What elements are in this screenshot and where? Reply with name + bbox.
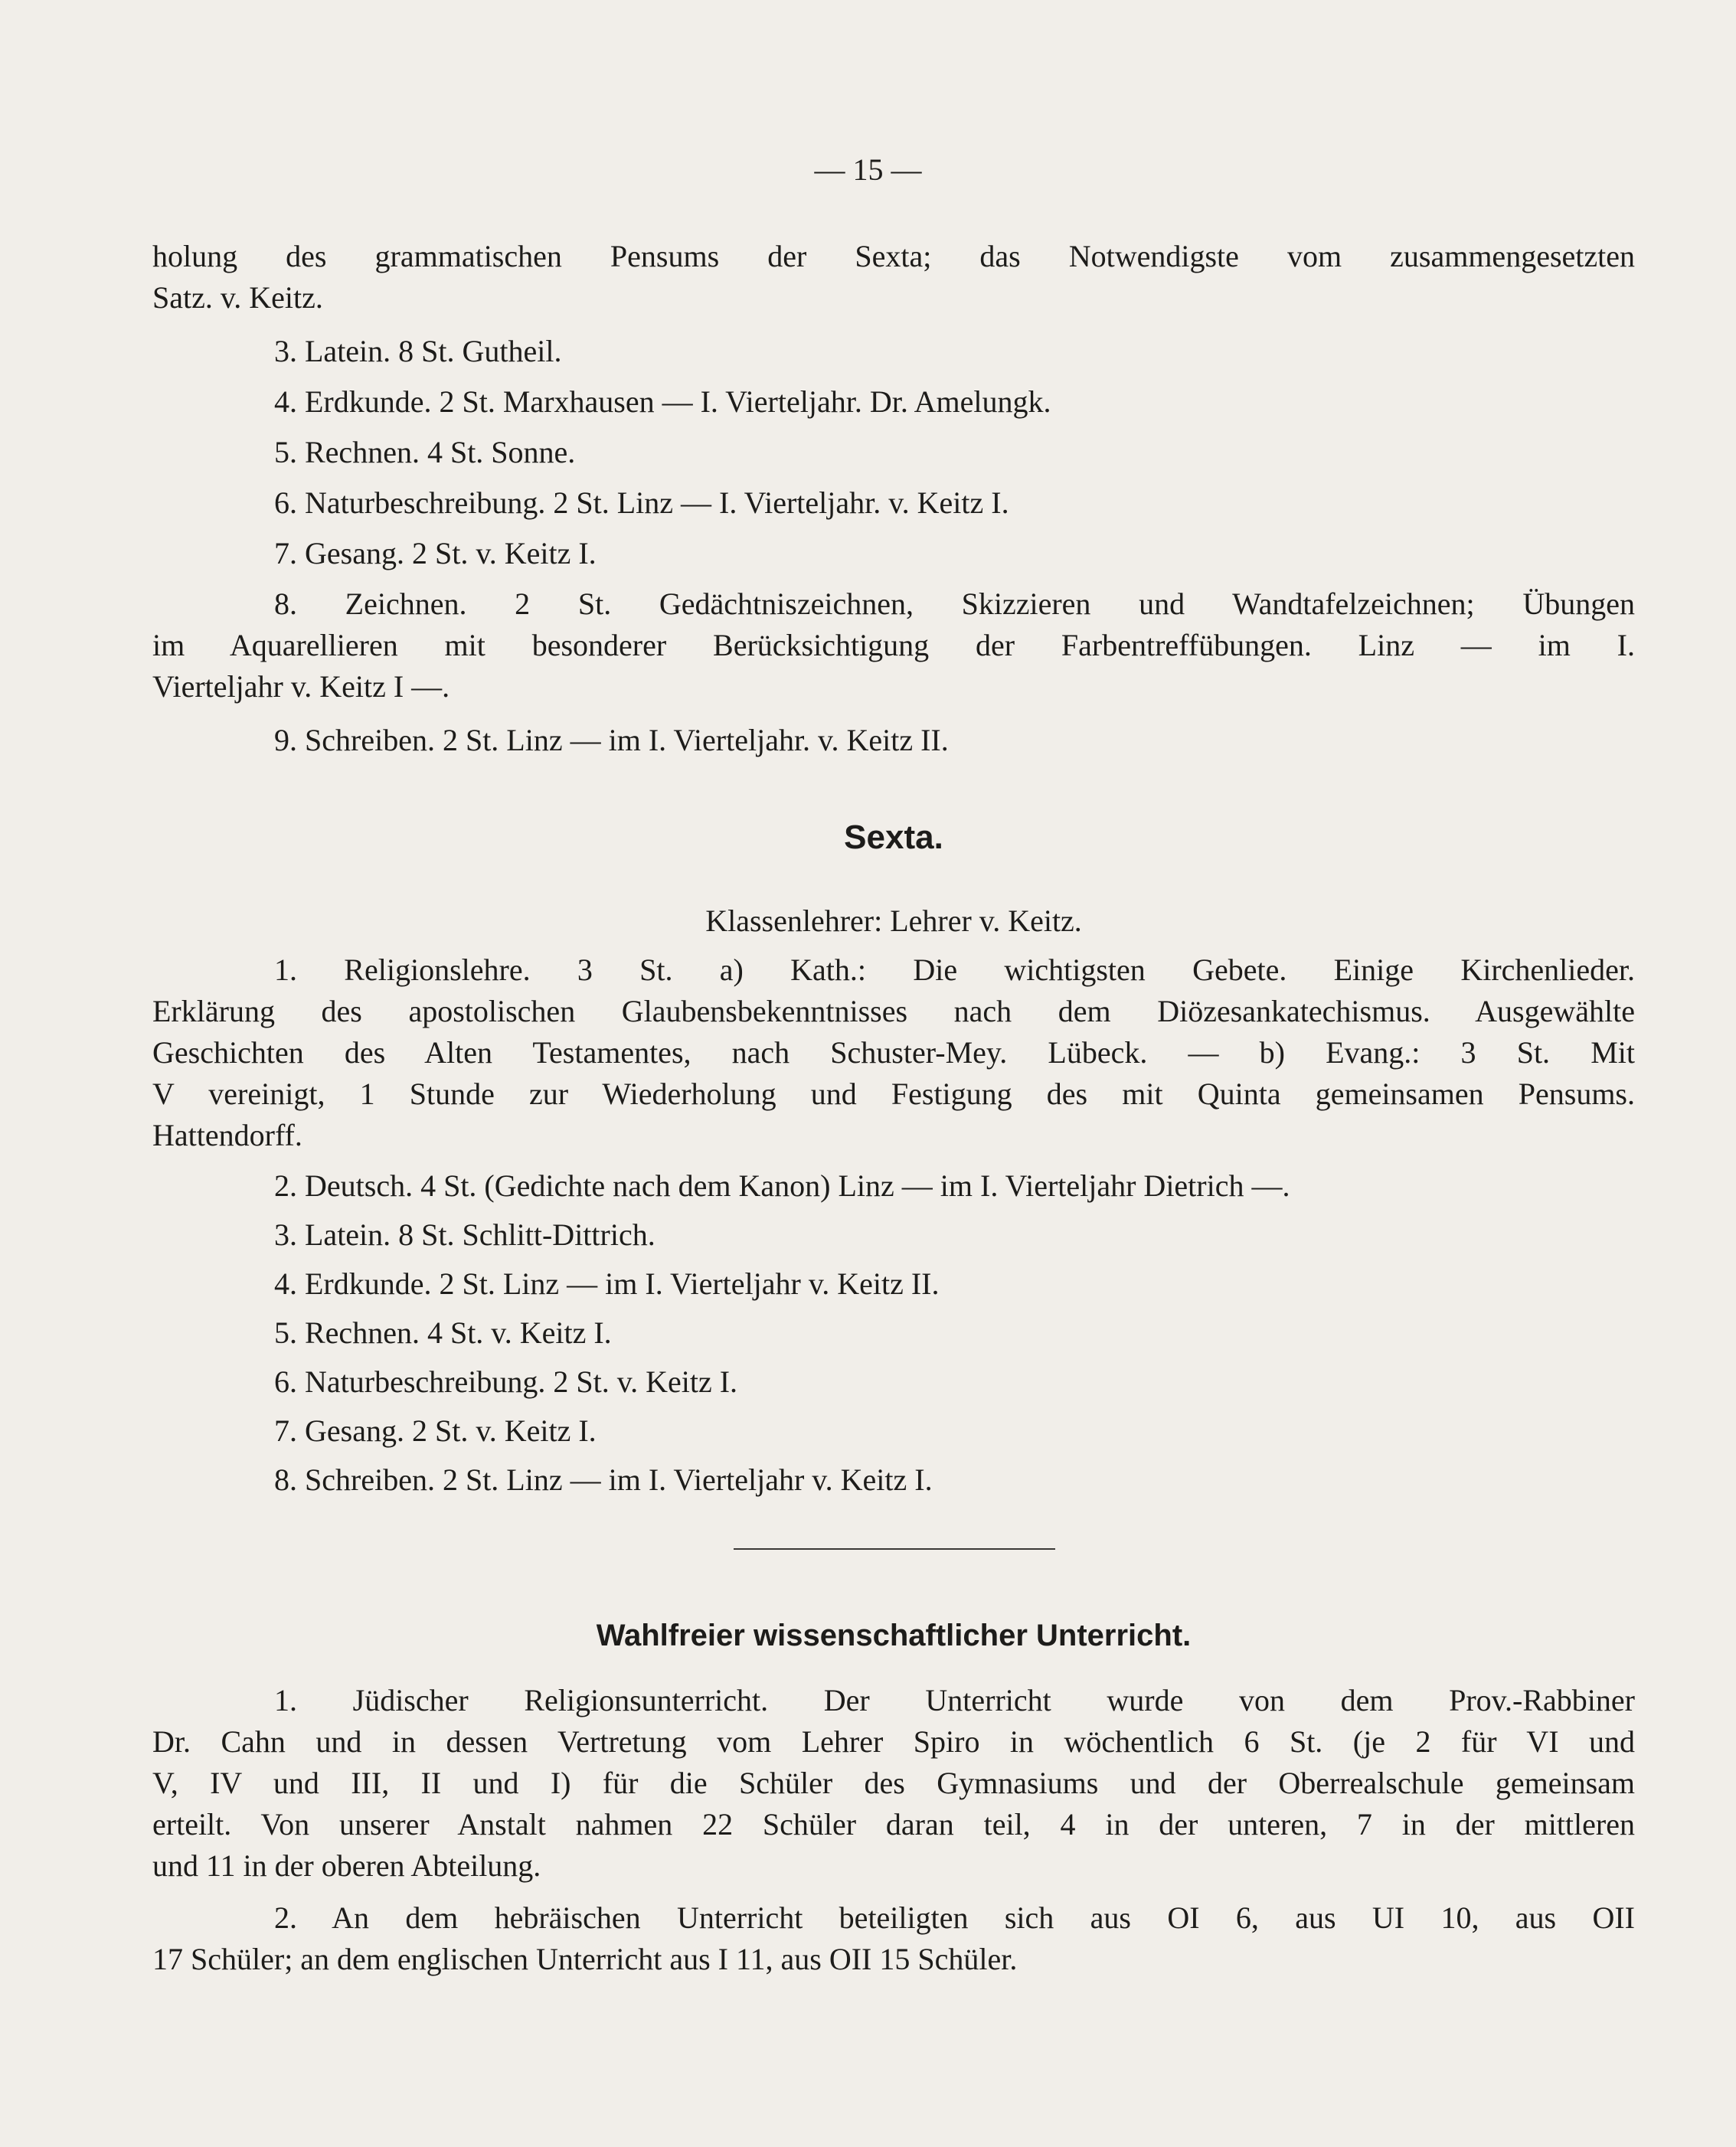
wahlfrei-section: [152, 1680, 1635, 1980]
sexta-heading: Sexta.: [844, 819, 943, 856]
quinta-item-erdkunde: 4. Erdkunde. 2 St. Marxhausen — I. Vierteljahr. Dr. Amelungk.: [274, 384, 1051, 419]
sexta-item-latein: 3. Latein. 8 St. Schlitt-Dittrich.: [274, 1217, 655, 1252]
sexta-item-rechnen: 5. Rechnen. 4 St. v. Keitz I.: [274, 1315, 612, 1350]
quinta-item-schreiben: 9. Schreiben. 2 St. Linz — im I. Vierteljahr. v. Keitz II.: [274, 723, 949, 757]
wahlfrei-p2-line-1: 2. An dem hebräischen Unterricht beteiligten sich aus OI 6, aus UI 10, aus OII: [274, 1900, 1635, 1935]
wahlfrei-p1-line-4: erteilt. Von unserer Anstalt nahmen 22 Schüler daran teil, 4 in der unteren, 7 in der mittleren: [152, 1807, 1635, 1841]
quinta-line-2: Satz. v. Keitz.: [152, 280, 323, 315]
wahlfrei-p1-line-1: 1. Jüdischer Religionsunterricht. Der Unterricht wurde von dem Prov.-Rabbiner: [274, 1683, 1635, 1717]
quinta-line-1: holung des grammatischen Pensums der Sexta; das Notwendigste vom zusammengesetzten: [152, 239, 1635, 273]
wahlfrei-p1-line-2: Dr. Cahn und in dessen Vertretung vom Lehrer Spiro in wöchentlich 6 St. (je 2 für VI und: [152, 1724, 1635, 1759]
quinta-zeichnen-line-3: Vierteljahr v. Keitz I —.: [152, 669, 450, 704]
quinta-item-naturbeschreibung: 6. Naturbeschreibung. 2 St. Linz — I. Vierteljahr. v. Keitz I.: [274, 485, 1009, 520]
quinta-item-rechnen: 5. Rechnen. 4 St. Sonne.: [274, 435, 576, 469]
page-number: — 15 —: [814, 152, 922, 187]
quinta-item-gesang: 7. Gesang. 2 St. v. Keitz I.: [274, 536, 597, 570]
section-divider: [734, 1548, 1055, 1550]
sexta-religion-line-4: V vereinigt, 1 Stunde zur Wiederholung und Festigung des mit Quinta gemeinsamen Pensums.: [152, 1077, 1635, 1111]
quinta-zeichnen-line-2: im Aquarellieren mit besonderer Berücksichtigung der Farbentreffübungen. Linz — im I.: [152, 628, 1635, 662]
sexta-class-teacher: Klassenlehrer: Lehrer v. Keitz.: [705, 904, 1082, 938]
wahlfrei-heading: Wahlfreier wissenschaftlicher Unterricht.: [596, 1619, 1192, 1652]
sexta-section: [152, 949, 1635, 1501]
quinta-section: [152, 236, 1635, 761]
quinta-zeichnen-line-1: 8. Zeichnen. 2 St. Gedächtniszeichnen, Skizzieren und Wandtafelzeichnen; Übungen: [274, 587, 1635, 621]
wahlfrei-p2-line-2: 17 Schüler; an dem englischen Unterricht aus I 11, aus OII 15 Schüler.: [152, 1942, 1018, 1976]
wahlfrei-p1-line-5: und 11 in der oberen Abteilung.: [152, 1848, 541, 1883]
sexta-item-deutsch: 2. Deutsch. 4 St. (Gedichte nach dem Kanon) Linz — im I. Vierteljahr Dietrich —.: [274, 1168, 1290, 1203]
sexta-religion-line-2: Erklärung des apostolischen Glaubensbekenntnisses nach dem Diözesankatechismus. Ausgewählte: [152, 994, 1635, 1028]
sexta-religion-line-3: Geschichten des Alten Testamentes, nach Schuster-Mey. Lübeck. — b) Evang.: 3 St. Mit: [152, 1035, 1635, 1070]
quinta-item-latein: 3. Latein. 8 St. Gutheil.: [274, 334, 562, 368]
sexta-item-erdkunde: 4. Erdkunde. 2 St. Linz — im I. Vierteljahr v. Keitz II.: [274, 1266, 940, 1301]
sexta-religion-line-5: Hattendorff.: [152, 1118, 302, 1152]
sexta-item-naturbeschreibung: 6. Naturbeschreibung. 2 St. v. Keitz I.: [274, 1364, 738, 1399]
wahlfrei-p1-line-3: V, IV und III, II und I) für die Schüler des Gymnasiums und der Oberrealschule gemeinsam: [152, 1766, 1635, 1800]
sexta-item-schreiben: 8. Schreiben. 2 St. Linz — im I. Vierteljahr v. Keitz I.: [274, 1462, 933, 1497]
sexta-religion-line-1: 1. Religionslehre. 3 St. a) Kath.: Die wichtigsten Gebete. Einige Kirchenlieder.: [274, 953, 1635, 987]
sexta-item-gesang: 7. Gesang. 2 St. v. Keitz I.: [274, 1413, 597, 1448]
